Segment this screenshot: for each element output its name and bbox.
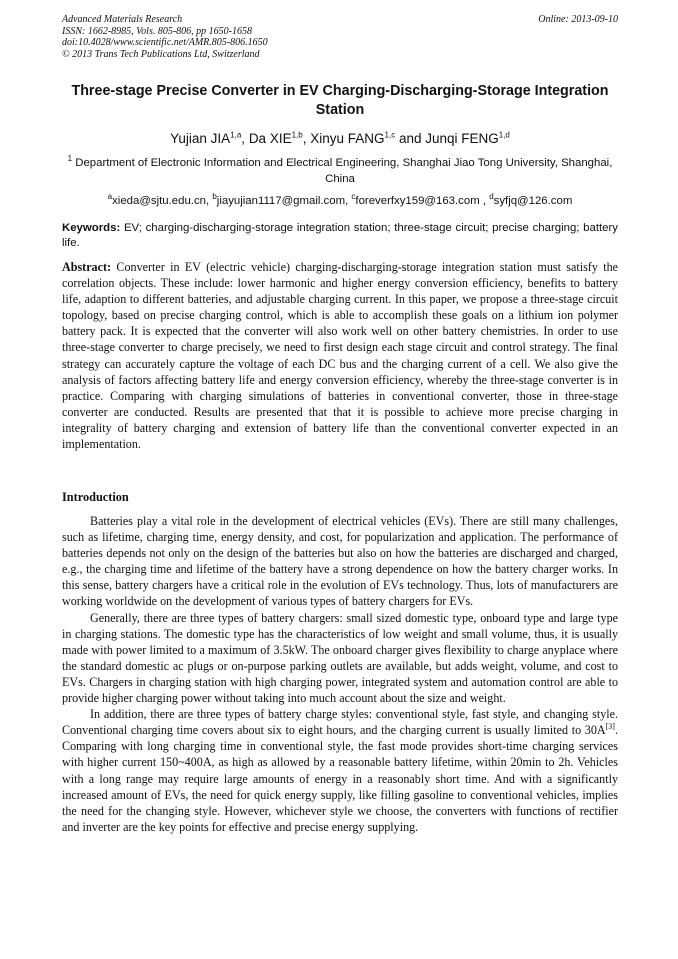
affiliation [62, 156, 618, 187]
email-separator: , [206, 195, 213, 207]
email-superscript: c [351, 192, 356, 202]
paragraph: Batteries play a vital role in the development of electrical vehicles (EVs). There are still many challenges, such as lifetime, charging time, energy density, and cost, for popularization and application. The performance of batteries depends not only on the design of the batteries but also on how the batteries are discharged and charged, e.g., the charging time and lifetime of the battery have a strong dependence on how the battery charger works. In this sense, battery chargers have a critical role in the evolution of EVs technology. Thus, lots of manufacturers are working worldwide on the development of various types of battery chargers for EVs. [62, 514, 618, 609]
email-address[interactable]: syfjq@126.com [493, 195, 573, 207]
issn-line: ISSN: 1662-8985, Vols. 805-806, pp 1650-1658 [62, 25, 252, 37]
affiliation-text: Department of Electronic Information and Electrical Engineering, Shanghai Jiao Tong University, Shanghai, China [75, 157, 613, 185]
author-separator: , [302, 131, 311, 146]
author-superscript: 1,d [498, 130, 510, 140]
abstract-text: Converter in EV (electric vehicle) charging-discharging-storage integration station must satisfy the correlation objects. These include: lower harmonic and higher energy conversion efficiency, benefits to battery life, adaption to different batteries, and adjustable charging current. In this paper, we propose a three-stage circuit topology, based on precise charging control, which is able to accomplish these goals on a lithium ion polymer battery pack. It is expected that the converter will also work well on other battery chemistries. In order to use three-stage converter to charge precisely, we need to first design each stage circuit and control strategy. The final strategy can accurately capture the voltage of each DC bus and the charging current of a cell. We also give the analysis of factors affecting battery life and energy conversion efficiency, whereby the three-stage converter is in practice. Comparing with charging simulations of batteries in conventional converter, those in three-stage converter are conducted. Results are presented that that it is possible to achieve more precise charging in integrality of battery charging and extension of battery life than the conventional converter expected in an implementation. [62, 260, 619, 452]
keywords-label: Keywords: [62, 222, 121, 234]
online-date: Online: 2013-09-10 [538, 14, 618, 25]
abstract [62, 259, 618, 452]
author-list [62, 130, 618, 148]
introduction-body [62, 513, 618, 835]
citation-reference[interactable]: [3] [605, 722, 615, 732]
section-heading-introduction: Introduction [62, 490, 129, 504]
paper-title: Three-stage Precise Converter in EV Charging-Discharging-Storage Integration Station [71, 83, 609, 118]
journal-header [62, 14, 618, 60]
email-separator: , [479, 195, 490, 207]
affiliation-superscript: 1 [67, 154, 73, 164]
author-superscript: 1,a [230, 130, 242, 140]
email-address[interactable]: jiayujian1117@gmail.com [216, 195, 346, 207]
author-separator: , [241, 131, 249, 146]
keywords-text: EV; charging-discharging-storage integration station; three-stage circuit; precise charging; battery life. [62, 222, 618, 249]
paragraph: Generally, there are three types of battery chargers: small sized domestic type, onboard type and large type in charging stations. The domestic type has the characteristics of low weight and small volume, thus, it is usually made with power limited to a maximum of 3.5kW. The onboard charger gives flexibility to charge anyplace where the standard domestic ac plugs or on-purpose parking outlets are available, but adds weight, volume, and cost to EVs. Chargers in charging station with high charging power, integrated system and automation control are able to provide higher charging power without taking into much account about the size and weight. [62, 610, 618, 706]
keywords [62, 221, 618, 251]
email-superscript: b [212, 192, 217, 202]
author-superscript: 1,b [291, 130, 303, 140]
email-superscript: d [489, 192, 494, 202]
email-separator: , [345, 195, 352, 207]
copyright-line: © 2013 Trans Tech Publications Ltd, Switzerland [62, 48, 260, 60]
author-separator: and [395, 131, 426, 146]
email-list [62, 194, 618, 209]
author-name: Junqi FENG [425, 131, 499, 146]
author-superscript: 1,c [384, 130, 396, 140]
author-name: Da XIE [248, 131, 292, 146]
paragraph-text: . Comparing with long charging time in conventional style, the fast mode provides short-time charging services with higher current 150~400A, as high as allowed by a reasonable battery lifetime, within 20min to 2h. Vehicles with a long range may require large amounts of energy in a reasonably short time. And with a significantly increased amount of EVs, the need for quick energy supply, like filling gasoline to conventional vehicles, implies the need for the changing style. However, whichever style we choose, the converters with functions of rectifier and inverter are the key points for effective and precise energy supplying. [62, 723, 618, 834]
abstract-label: Abstract: [62, 260, 112, 274]
email-address[interactable]: xieda@sjtu.edu.cn [112, 195, 206, 207]
journal-name: Advanced Materials Research [62, 14, 183, 25]
paragraph-text: In addition, there are three types of battery charge styles: conventional style, fast style, and changing style. Conventional charging time covers about six to eight hours, and the charging current is usually limited to 30A [62, 707, 618, 738]
author-name: Xinyu FANG [310, 131, 385, 146]
email-superscript: a [107, 192, 113, 202]
author-name: Yujian JIA [170, 131, 231, 146]
paragraph [62, 706, 618, 835]
doi-line: doi:10.4028/www.scientific.net/AMR.805-806.1650 [62, 37, 268, 48]
email-address[interactable]: foreverfxy159@163.com [355, 195, 480, 207]
